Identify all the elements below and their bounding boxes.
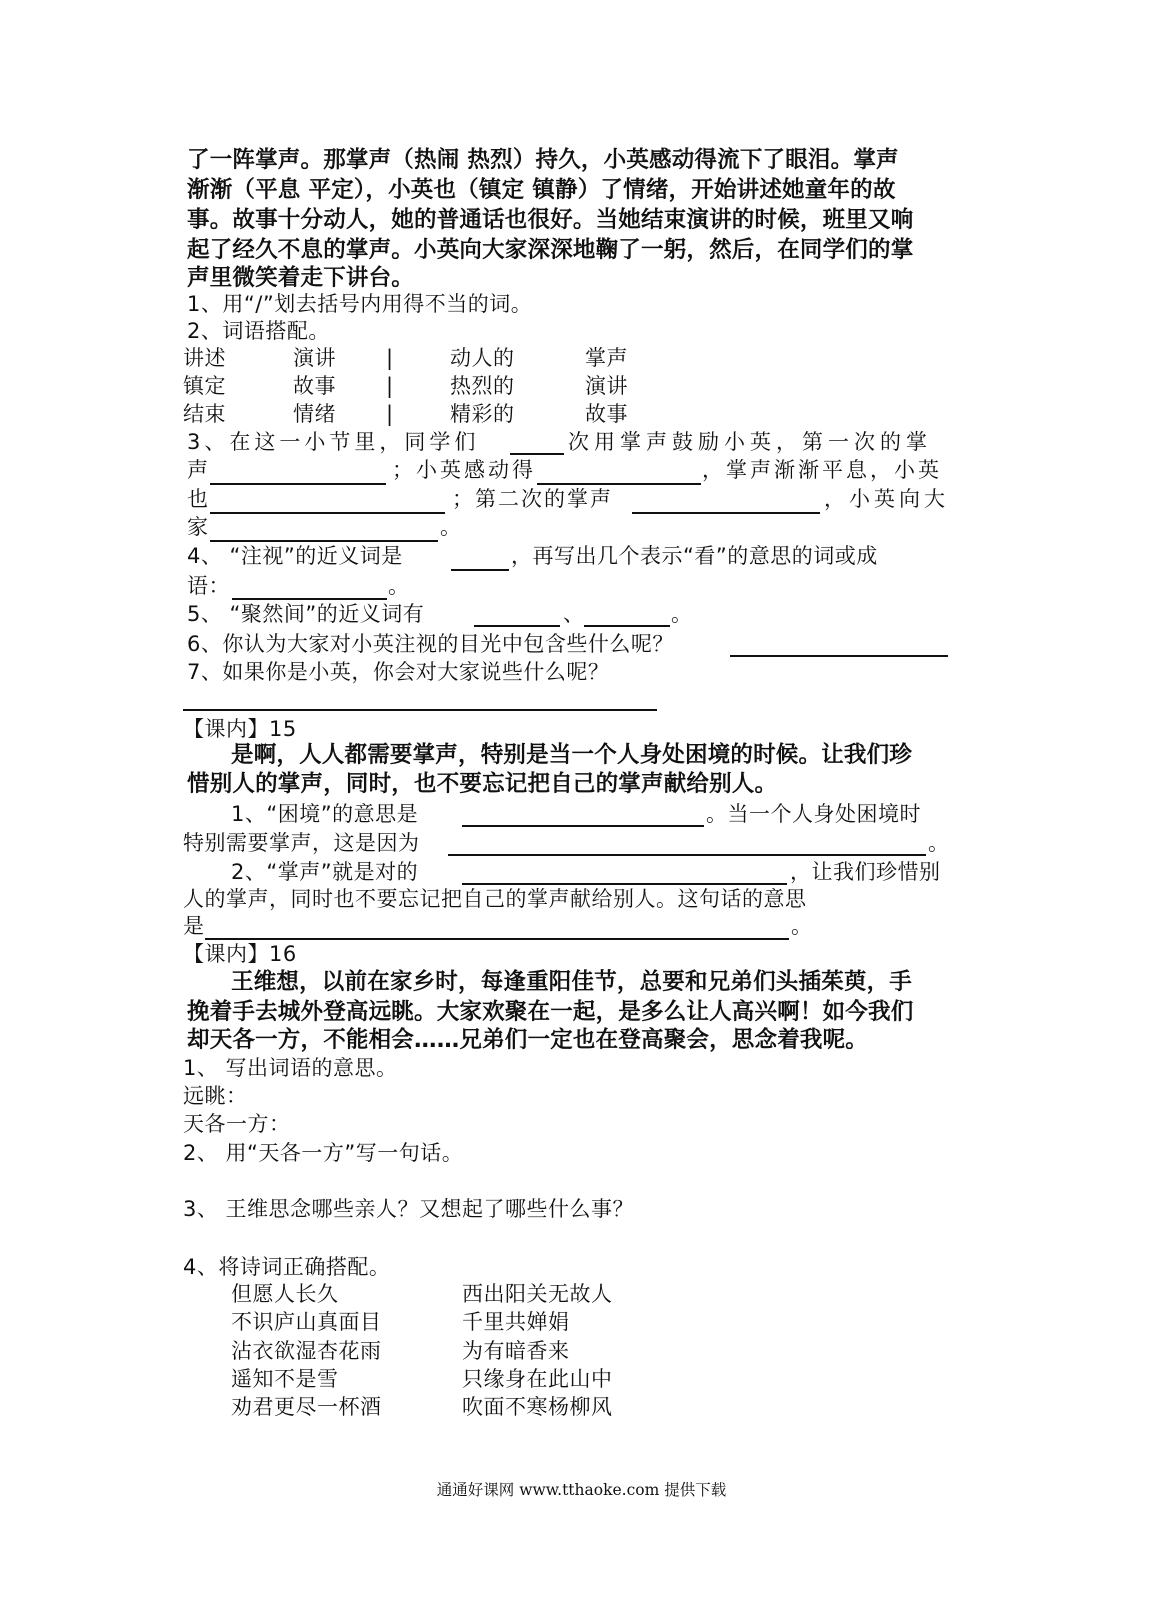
question-1: 1、用“/”划去括号内用得不当的词。 bbox=[187, 292, 533, 316]
passage1-line-3: 事。故事十分动人，她的普通话也很好。当她结束演讲的时候，班里又响 bbox=[187, 207, 914, 233]
answer-blank[interactable] bbox=[210, 512, 445, 514]
section-15-header: 【课内】15 bbox=[183, 717, 297, 741]
poem-line-left: 但愿人长久 bbox=[231, 1282, 339, 1306]
poem-line-left: 沾衣欲湿杏花雨 bbox=[231, 1339, 382, 1363]
answer-blank[interactable] bbox=[448, 854, 926, 856]
section-16-q3: 3、 王维思念哪些亲人？又想起了哪些什么事？ bbox=[183, 1197, 635, 1221]
answer-blank[interactable] bbox=[632, 512, 820, 514]
question-4-text: ，再写出几个表示“看”的意思的词或成 bbox=[511, 544, 878, 568]
section-16-paragraph: 挽着手去城外登高远眺。大家欢聚在一起，是多么让人高兴啊！如今我们 bbox=[187, 999, 914, 1025]
section-15-q1-text: 。当一个人身处困境时 bbox=[706, 802, 921, 826]
match-cell: 镇定 bbox=[183, 374, 226, 398]
question-3-text: ，掌声渐渐平息，小英 bbox=[702, 458, 942, 482]
question-4-text: 语： bbox=[187, 574, 230, 598]
passage1-line-1: 了一阵掌声。那掌声（热闹 热烈）持久，小英感动得流下了眼泪。掌声 bbox=[187, 147, 899, 173]
match-cell: 讲述 bbox=[183, 346, 226, 370]
question-3-text: 也 bbox=[187, 487, 209, 511]
section-15-q1-text: 特别需要掌声，这是因为 bbox=[183, 831, 420, 855]
answer-blank[interactable] bbox=[730, 655, 948, 657]
section-16-q1: 1、 写出词语的意思。 bbox=[183, 1056, 398, 1080]
answer-blank[interactable] bbox=[451, 569, 509, 571]
section-15-q2-text: ，让我们珍惜别 bbox=[790, 860, 941, 884]
poem-line-left: 遥知不是雪 bbox=[231, 1367, 339, 1391]
poem-line-right: 为有暗香来 bbox=[462, 1339, 570, 1363]
match-cell: 演讲 bbox=[293, 346, 336, 370]
section-15-paragraph: 是啊，人人都需要掌声，特别是当一个人身处困境的时候。让我们珍 bbox=[231, 742, 913, 768]
section-15-q1-text: 。 bbox=[928, 831, 950, 855]
poem-line-right: 吹面不寒杨柳风 bbox=[462, 1395, 613, 1419]
question-3-text: 次用掌声鼓励小英，第一次的掌 bbox=[568, 430, 932, 454]
question-4-text: 。 bbox=[388, 574, 410, 598]
question-5-text: 。 bbox=[671, 602, 693, 626]
question-5-text: 、 bbox=[563, 602, 585, 626]
match-divider: | bbox=[386, 402, 394, 426]
answer-blank[interactable] bbox=[210, 483, 386, 485]
poem-line-left: 劝君更尽一杯酒 bbox=[231, 1395, 382, 1419]
section-15-q2-text: 人的掌声，同时也不要忘记把自己的掌声献给别人。这句话的意思 bbox=[183, 887, 807, 911]
section-15-q2-text: 是 bbox=[183, 914, 205, 938]
match-cell: 动人的 bbox=[450, 346, 515, 370]
question-3-text: 。 bbox=[440, 515, 462, 539]
answer-blank[interactable] bbox=[462, 825, 704, 827]
match-divider: | bbox=[386, 374, 394, 398]
match-cell: 精彩的 bbox=[450, 402, 515, 426]
section-16-word-1: 远眺： bbox=[183, 1084, 248, 1108]
section-16-q2: 2、 用“天各一方”写一句话。 bbox=[183, 1141, 464, 1165]
poem-line-right: 西出阳关无故人 bbox=[462, 1282, 613, 1306]
poem-line-right: 只缘身在此山中 bbox=[462, 1367, 613, 1391]
match-cell: 故事 bbox=[585, 402, 628, 426]
question-7-text: 7、如果你是小英，你会对大家说些什么呢？ bbox=[187, 660, 610, 684]
answer-blank[interactable] bbox=[474, 625, 560, 627]
passage1-line-2: 渐渐（平息 平定），小英也（镇定 镇静）了情绪，开始讲述她童年的故 bbox=[187, 177, 896, 203]
match-cell: 情绪 bbox=[293, 402, 336, 426]
question-5-text: 5、 “聚然间”的近义词有 bbox=[187, 602, 425, 626]
section-15-q1-text: 1、“困境”的意思是 bbox=[231, 802, 419, 826]
match-divider: | bbox=[386, 346, 394, 370]
section-16-paragraph: 却天各一方，不能相会……兄弟们一定也在登高聚会，思念着我呢。 bbox=[187, 1027, 869, 1053]
question-3-text: ；小英感动得 bbox=[392, 458, 536, 482]
question-3-text: 家 bbox=[187, 515, 209, 539]
passage1-line-4: 起了经久不息的掌声。小英向大家深深地鞠了一躬，然后，在同学们的掌 bbox=[187, 237, 914, 263]
question-2-title: 2、词语搭配。 bbox=[187, 319, 330, 343]
question-6-text: 6、你认为大家对小英注视的目光中包含些什么呢？ bbox=[187, 632, 674, 656]
poem-line-left: 不识庐山真面目 bbox=[231, 1310, 382, 1334]
question-3-text: 声 bbox=[187, 458, 209, 482]
match-cell: 掌声 bbox=[585, 346, 628, 370]
match-cell: 结束 bbox=[183, 402, 226, 426]
answer-blank[interactable] bbox=[584, 625, 670, 627]
question-3-text: ；第二次的掌声 bbox=[452, 487, 613, 511]
section-16-word-2: 天各一方： bbox=[183, 1112, 291, 1136]
section-16-header: 【课内】16 bbox=[183, 942, 297, 966]
question-4-text: 4、 “注视”的近义词是 bbox=[187, 544, 403, 568]
section-15-paragraph: 惜别人的掌声，同时，也不要忘记把自己的掌声献给别人。 bbox=[187, 771, 778, 797]
poem-line-right: 千里共婵娟 bbox=[462, 1310, 570, 1334]
section-15-q2-text: 。 bbox=[791, 914, 813, 938]
match-cell: 演讲 bbox=[585, 374, 628, 398]
section-16-paragraph: 王维想，以前在家乡时，每逢重阳佳节，总要和兄弟们头插茱萸，手 bbox=[231, 969, 913, 995]
page-footer: 通通好课网 www.tthaoke.com 提供下载 bbox=[436, 1481, 727, 1499]
section-15-q2-text: 2、“掌声”就是对的 bbox=[231, 860, 419, 884]
question-3-text: 3、在这一小节里，同学们 bbox=[187, 430, 480, 454]
section-16-q4: 4、将诗词正确搭配。 bbox=[183, 1255, 391, 1279]
match-cell: 故事 bbox=[293, 374, 336, 398]
passage1-line-5: 声里微笑着走下讲台。 bbox=[187, 265, 415, 291]
match-cell: 热烈的 bbox=[450, 374, 515, 398]
question-3-text: ，小英向大 bbox=[824, 487, 949, 511]
answer-blank[interactable] bbox=[183, 709, 657, 711]
